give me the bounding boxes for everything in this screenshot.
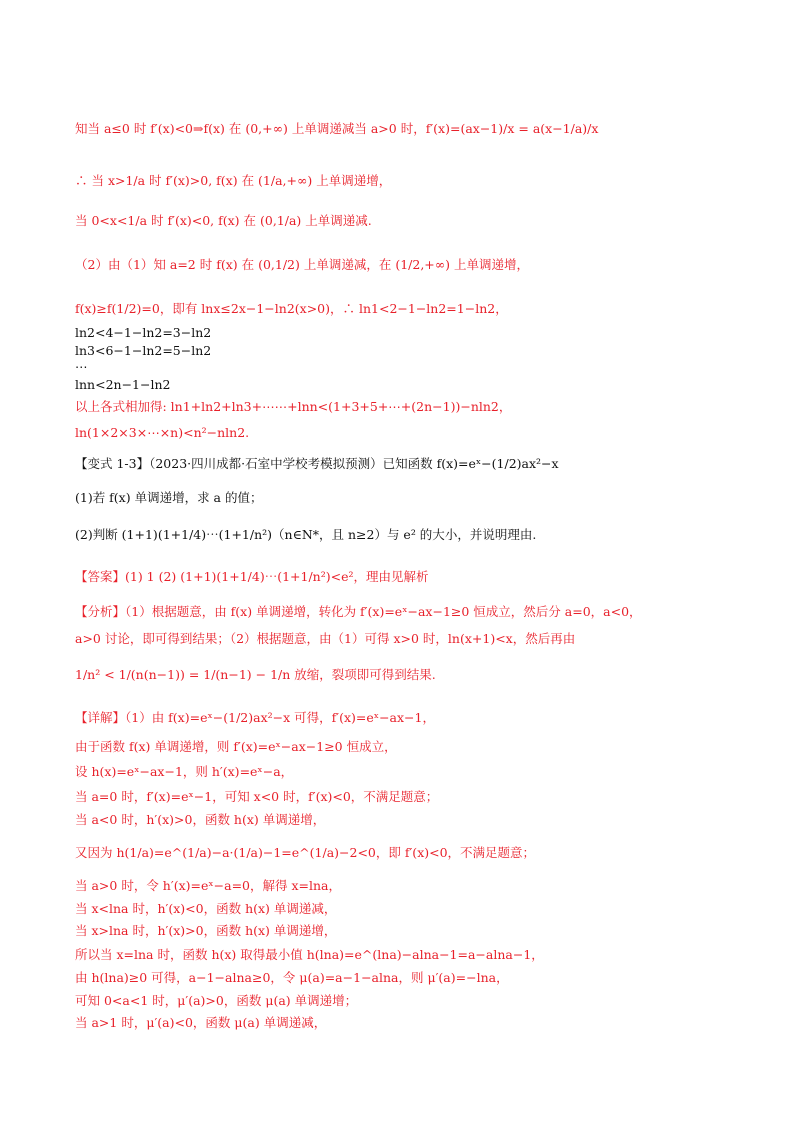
solution-line-1: 知当 a≤0 时 f′(x)<0⇒f(x) 在 (0,+∞) 上单调递减当 a>0 时，f′(x)=(ax−1)/x = a(x−1/a)/x [75,121,599,136]
detail-line-7: 当 a>0 时，令 h′(x)=eˣ−a=0，解得 x=lna， [75,878,342,893]
detail-line-13: 当 a>1 时，μ′(a)<0，函数 μ(a) 单调递减， [75,1015,327,1030]
solution-line-9: lnn<2n−1−ln2 [75,377,171,392]
solution-line-5: f(x)≥f(1/2)=0，即有 lnx≤2x−1−ln2(x>0)，∴ ln1<2−1−ln2=1−ln2， [75,301,508,316]
analysis-line-3: 1/n² < 1/(n(n−1)) = 1/(n−1) − 1/n 放缩，裂项即可得到结果. [75,667,436,682]
detail-line-2: 由于函数 f(x) 单调递增，则 f′(x)=eˣ−ax−1≥0 恒成立， [75,739,397,754]
solution-line-10: 以上各式相加得: ln1+ln2+ln3+⋯⋯+lnn<(1+3+5+⋯+(2n−1))−nln2， [75,399,512,414]
detail-line-5: 当 a<0 时，h′(x)>0，函数 h(x) 单调递增， [75,812,326,827]
problem-title: 【变式 1-3】（2023·四川成都·石室中学校考模拟预测）已知函数 f(x)=eˣ−(1/2)ax²−x [75,456,559,471]
answer-line: 【答案】(1) 1 (2) (1+1)(1+1/4)⋯(1+1/n²)<e²，理由见解析 [75,569,429,584]
detail-line-1: 【详解】（1）由 f(x)=eˣ−(1/2)ax²−x 可得，f′(x)=eˣ−ax−1， [75,710,435,725]
solution-line-8: ⋯ [75,359,88,374]
problem-part-1: (1)若 f(x) 单调递增，求 a 的值； [75,490,263,505]
problem-part-2: (2)判断 (1+1)(1+1/4)⋯(1+1/n²)（n∈N*，且 n≥2）与 e² 的大小，并说明理由. [75,527,537,542]
solution-line-2: ∴ 当 x>1/a 时 f′(x)>0, f(x) 在 (1/a,+∞) 上单调递增， [75,173,392,188]
solution-line-3: 当 0<x<1/a 时 f′(x)<0, f(x) 在 (0,1/a) 上单调递减. [75,213,372,228]
solution-line-7: ln3<6−1−ln2=5−ln2 [75,343,212,358]
solution-line-4: （2）由（1）知 a=2 时 f(x) 在 (0,1/2) 上单调递减，在 (1/2,+∞) 上单调递增， [75,257,530,272]
detail-line-11: 由 h(lna)≥0 可得，a−1−alna≥0，令 μ(a)=a−1−alna，则 μ′(a)=−lna， [75,970,509,985]
analysis-line-1: 【分析】（1）根据题意，由 f(x) 单调递增，转化为 f′(x)=eˣ−ax−1≥0 恒成立，然后分 a=0，a<0， [75,604,642,619]
solution-line-6: ln2<4−1−ln2=3−ln2 [75,325,212,340]
detail-line-10: 所以当 x=lna 时，函数 h(x) 取得最小值 h(lna)=e^(lna)−alna−1=a−alna−1， [75,947,544,962]
detail-line-8: 当 x<lna 时，h′(x)<0，函数 h(x) 单调递减， [75,901,337,916]
detail-line-4: 当 a=0 时，f′(x)=eˣ−1，可知 x<0 时，f′(x)<0，不满足题意； [75,789,439,804]
detail-line-3: 设 h(x)=eˣ−ax−1，则 h′(x)=eˣ−a， [75,764,294,779]
detail-line-12: 可知 0<a<1 时，μ′(a)>0，函数 μ(a) 单调递增； [75,993,358,1008]
detail-line-6: 又因为 h(1/a)=e^(1/a)−a·(1/a)−1=e^(1/a)−2<0，即 f′(x)<0，不满足题意； [75,845,536,860]
solution-line-11: ln(1×2×3×⋯×n)<n²−nln2. [75,425,250,440]
detail-line-9: 当 x>lna 时，h′(x)>0，函数 h(x) 单调递增， [75,923,337,938]
analysis-line-2: a>0 讨论，即可得到结果；（2）根据题意，由（1）可得 x>0 时，ln(x+1)<x，然后再由 [75,631,576,646]
